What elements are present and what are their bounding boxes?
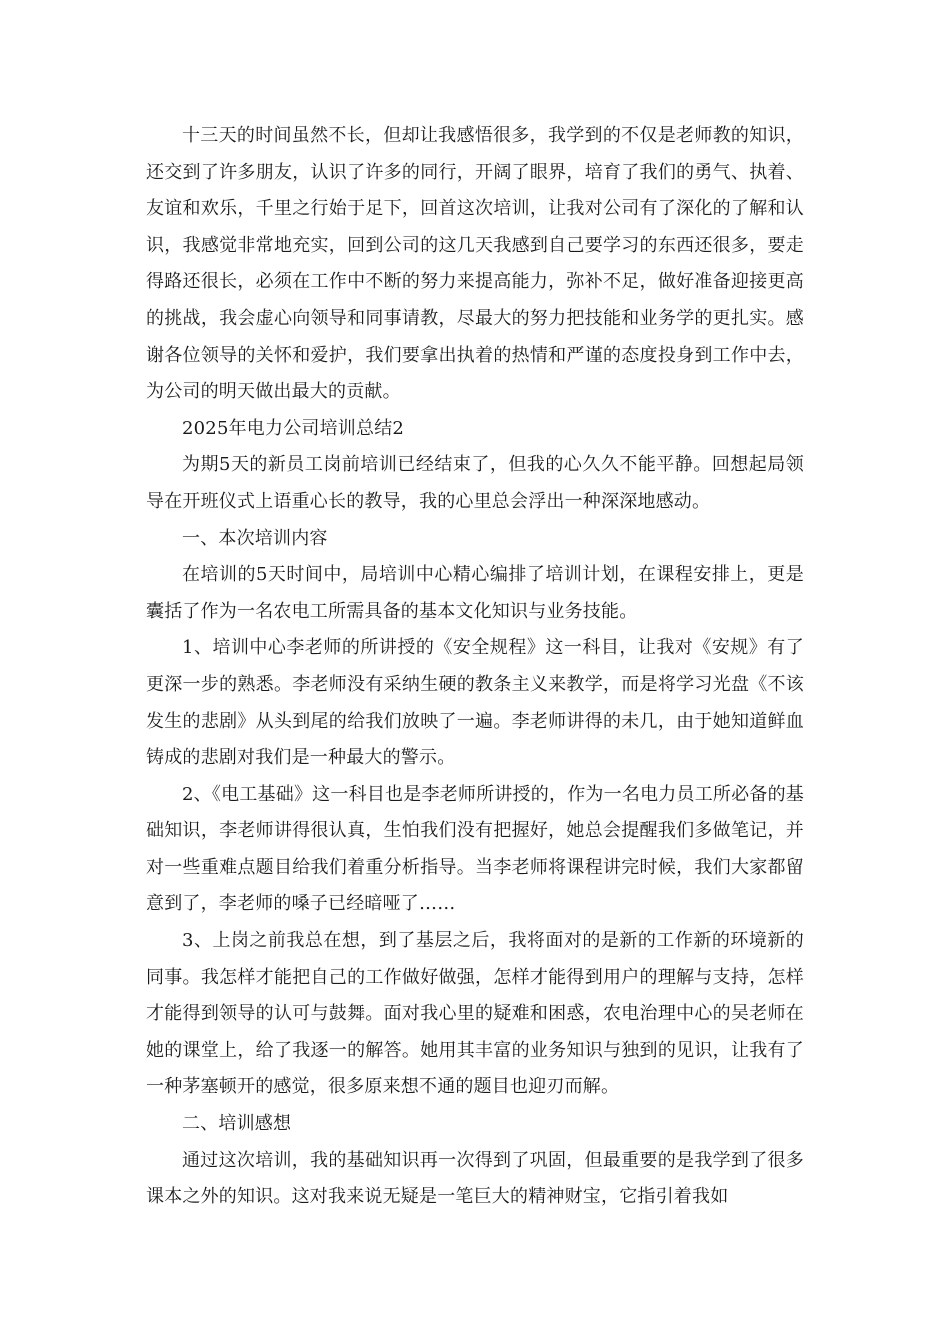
paragraph-closing-reflection: 十三天的时间虽然不长，但却让我感悟很多，我学到的不仅是老师教的知识，还交到了许多朋友，认识了许多的同行，开阔了眼界，培育了我们的勇气、执着、友谊和欢乐，千里之行始于足下，回首这次培训，让我对公司有了深化的了解和认识，我感觉非常地充实，回到公司的这几天我感到自己要学习的东西还很多，要走得路还很长，必须在工作中不断的努力来提高能力，弥补不足，做好准备迎接更高的挑战，我会虚心向领导和同事请教，尽最大的努力把技能和业务学的更扎实。感谢各位领导的关怀和爱护，我们要拿出执着的热情和严谨的态度投身到工作中去，为公司的明天做出最大的贡献。 — [146, 125, 804, 403]
heading-training-thoughts: 二、培训感想 — [182, 1113, 292, 1135]
paragraph-item-2: 2、《电工基础》这一科目也是李老师所讲授的，作为一名电力员工所必备的基础知识，李老师讲得很认真，生怕我们没有把握好，她总会提醒我们多做笔记，并对一些重难点题目给我们着重分析指导。当李老师将课程讲完时候，我们大家都留意到了，李老师的嗓子已经暗哑了…… — [146, 783, 804, 915]
document-body — [146, 118, 804, 1216]
paragraph-thoughts: 通过这次培训，我的基础知识再一次得到了巩固，但最重要的是我学到了很多课本之外的知识。这对我来说无疑是一笔巨大的精神财宝，它指引着我如 — [146, 1149, 804, 1208]
paragraph-training-plan: 在培训的5天时间中，局培训中心精心编排了培训计划，在课程安排上，更是囊括了作为一名农电工所需具备的基本文化知识与业务技能。 — [146, 564, 804, 622]
section-title: 2025年电力公司培训总结2 — [182, 417, 405, 439]
paragraph-item-1: 1、培训中心李老师的所讲授的《安全规程》这一科目，让我对《安规》有了更深一步的熟悉。李老师没有采纳生硬的教条主义来教学，而是将学习光盘《不该发生的悲剧》从头到尾的给我们放映了一遍。李老师讲得的未几，由于她知道鲜血铸成的悲剧对我们是一种最大的警示。 — [146, 637, 804, 769]
paragraph-item-3: 3、上岗之前我总在想，到了基层之后，我将面对的是新的工作新的环境新的同事。我怎样才能把自己的工作做好做强，怎样才能得到用户的理解与支持，怎样才能得到领导的认可与鼓舞。面对我心里的疑难和困惑，农电治理中心的吴老师在她的课堂上，给了我逐一的解答。她用其丰富的业务知识与独到的见识，让我有了一种茅塞顿开的感觉，很多原来想不通的题目也迎刃而解。 — [146, 930, 804, 1098]
heading-training-content: 一、本次培训内容 — [182, 527, 328, 549]
paragraph-intro: 为期5天的新员工岗前培训已经结束了，但我的心久久不能平静。回想起局领导在开班仪式上语重心长的教导，我的心里总会浮出一种深深地感动。 — [146, 454, 804, 512]
